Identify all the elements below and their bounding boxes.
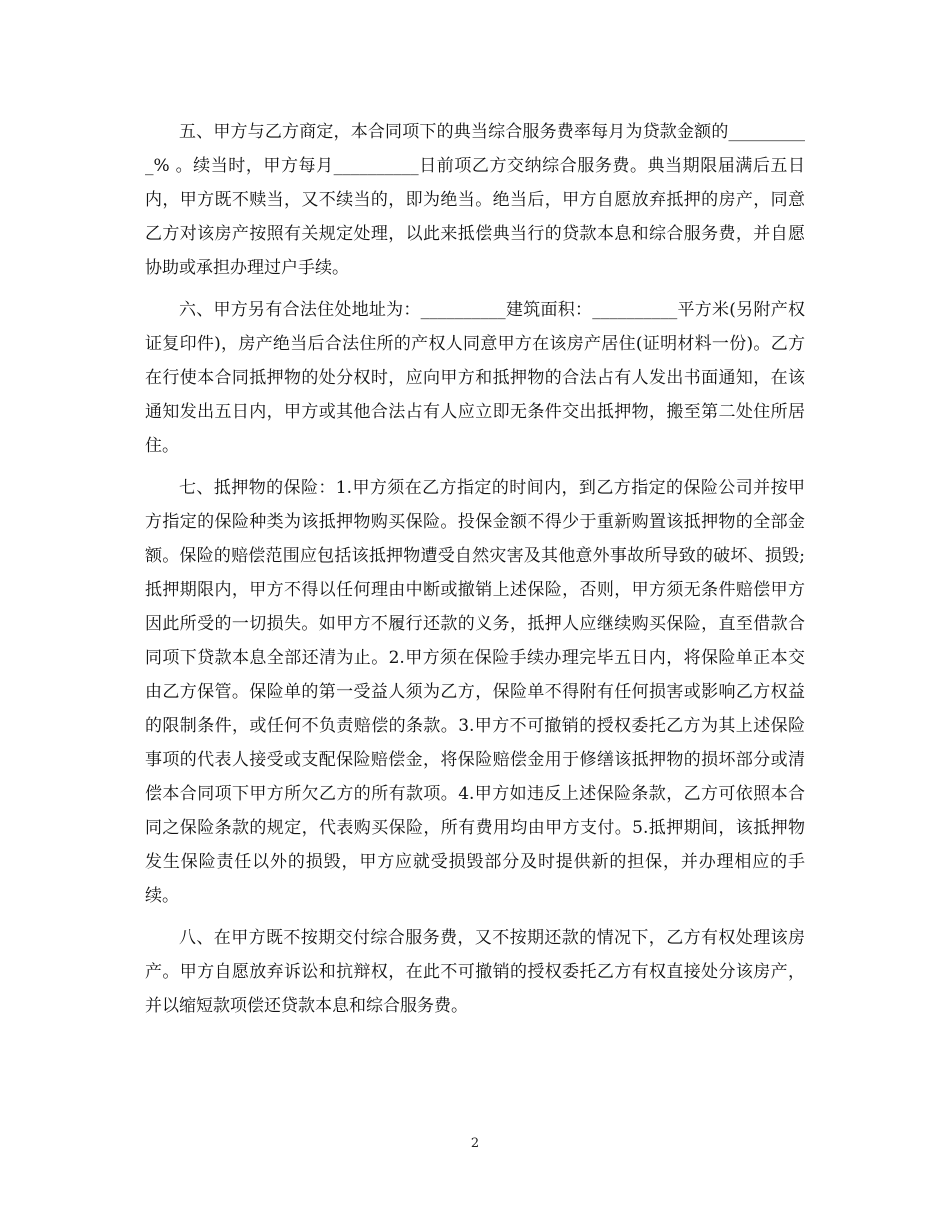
clause-6-paragraph: 六、甲方另有合法住处地址为：__________建筑面积：__________平方米(另附产权证复印件)，房产绝当后合法住所的产权人同意甲方在该房产居住(证明材料一份)。乙方在行使本合同抵押物的处分权时，应向甲方和抵押物的合法占有人发出书面通知，在该通知发出五日内，甲方或其他合法占有人应立即无条件交出抵押物，搬至第二处住所居住。 [145, 300, 805, 456]
document-body [145, 115, 805, 1031]
clause-7-paragraph: 七、抵押物的保险：1.甲方须在乙方指定的时间内，到乙方指定的保险公司并按甲方指定的保险种类为该抵押物购买保险。投保金额不得少于重新购置该抵押物的全部金额。保险的赔偿范围应包括该抵押物遭受自然灾害及其他意外事故所导致的破坏、损毁;抵押期限内，甲方不得以任何理由中断或撤销上述保险，否则，甲方须无条件赔偿甲方因此所受的一切损失。如甲方不履行还款的义务，抵押人应继续购买保险，直至借款合同项下贷款本息全部还清为止。2.甲方须在保险手续办理完毕五日内，将保险单正本交由乙方保管。保险单的第一受益人须为乙方，保险单不得附有任何损害或影响乙方权益的限制条件，或任何不负责赔偿的条款。3.甲方不可撤销的授权委托乙方为其上述保险事项的代表人接受或支配保险赔偿金，将保险赔偿金用于修缮该抵押物的损坏部分或清偿本合同项下甲方所欠乙方的所有款项。4.甲方如违反上述保险条款，乙方可依照本合同之保险条款的规定，代表购买保险，所有费用均由甲方支付。5.抵押期间，该抵押物发生保险责任以外的损毁，甲方应就受损毁部分及时提供新的担保，并办理相应的手续。 [145, 478, 805, 906]
clause-5-paragraph: 五、甲方与乙方商定，本合同项下的典当综合服务费率每月为贷款金额的__________% 。续当时，甲方每月__________日前项乙方交纳综合服务费。典当期限届满后五日内，甲方既不赎当，又不续当的，即为绝当。绝当后，甲方自愿放弃抵押的房产，同意乙方对该房产按照有关规定处理，以此来抵偿典当行的贷款本息和综合服务费，并自愿协助或承担办理过户手续。 [145, 122, 805, 278]
page-number: 2 [470, 1136, 480, 1151]
clause-8-paragraph: 八、在甲方既不按期交付综合服务费，又不按期还款的情况下，乙方有权处理该房产。甲方自愿放弃诉讼和抗辩权，在此不可撤销的授权委托乙方有权直接处分该房产，并以缩短款项偿还贷款本息和综合服务费。 [145, 928, 805, 1016]
